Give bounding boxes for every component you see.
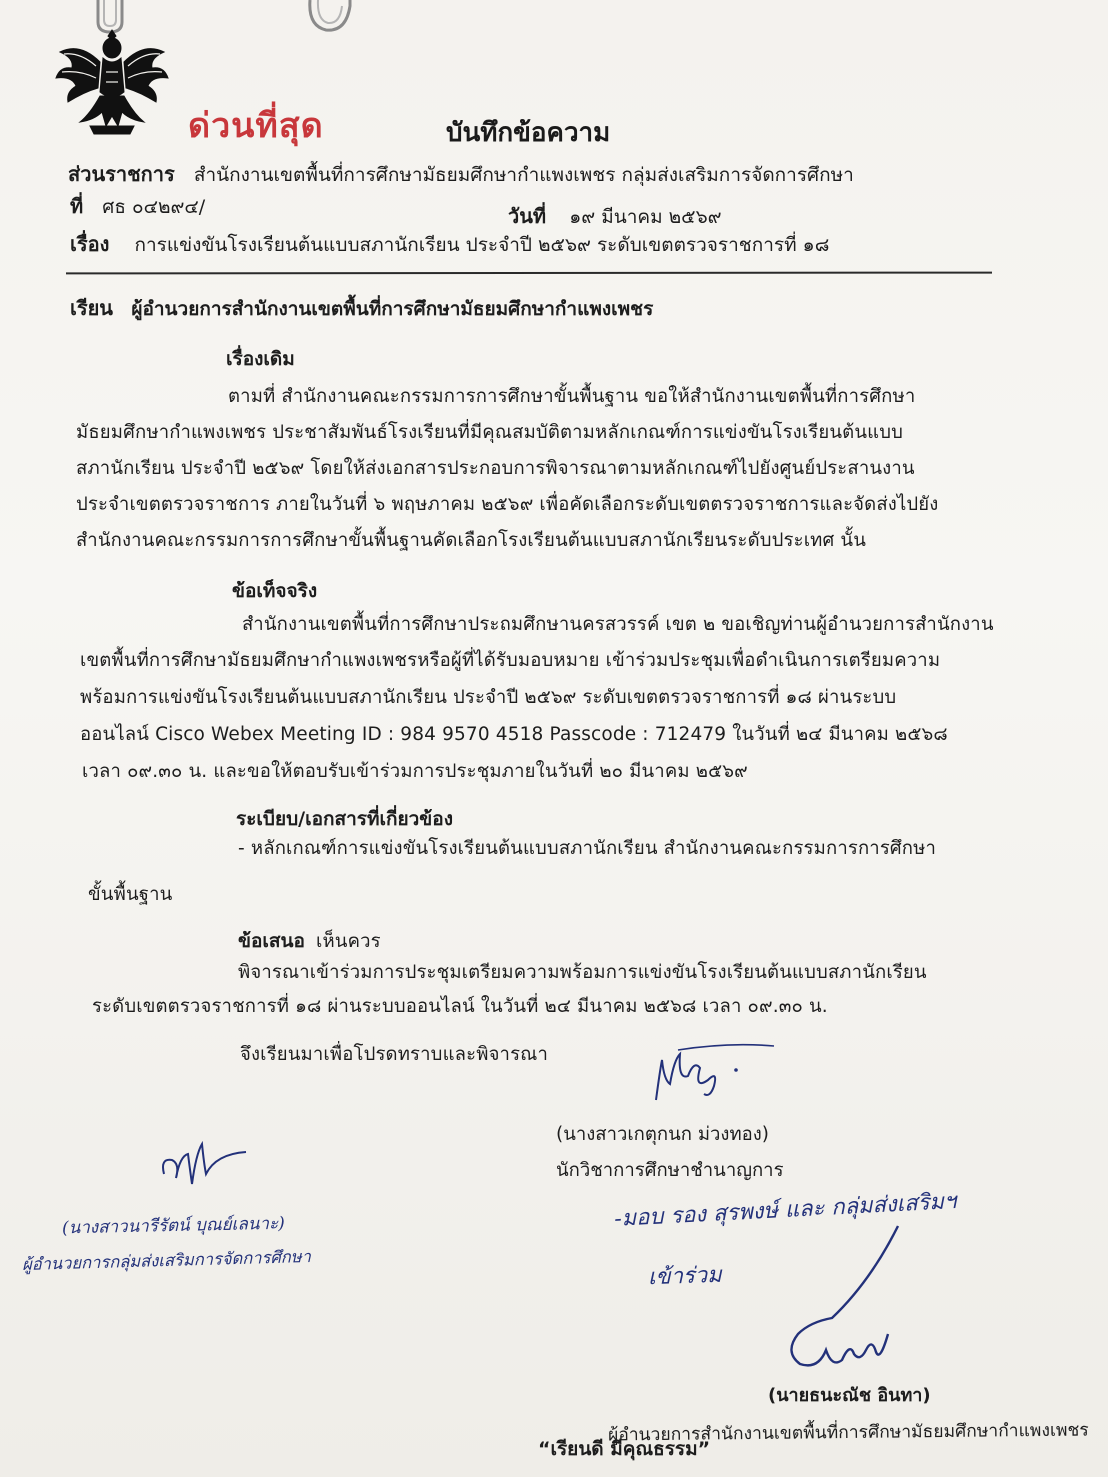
agency-label: ส่วนราชการ — [68, 162, 175, 186]
paragraph-line: เขตพื้นที่การศึกษามัธยมศึกษากำแพงเพชรหรือผู้ที่ได้รับมอบหมาย เข้าร่วมประชุมเพื่อดำเนินการเตรียมความ — [80, 650, 941, 671]
closing-line: จึงเรียนมาเพื่อโปรดทราบและพิจารณา — [240, 1044, 549, 1065]
paragraph-line: ตามที่ สำนักงานคณะกรรมการการศึกษาขั้นพื้นฐาน ขอให้สำนักงานเขตพื้นที่การศึกษา — [228, 386, 916, 407]
paragraph-line: สำนักงานเขตพื้นที่การศึกษาประถมศึกษานครสวรรค์ เขต ๒ ขอเชิญท่านผู้อำนวยการสำนักงาน — [242, 614, 994, 635]
paragraph-line: มัธยมศึกษากำแพงเพชร ประชาสัมพันธ์โรงเรียนที่มีคุณสมบัติตามหลักเกณฑ์การแข่งขันโรงเรียนต้นแบบ — [76, 422, 904, 443]
section-heading-facts: ข้อเท็จจริง — [232, 580, 318, 602]
greeting-label: เรียน — [70, 296, 113, 320]
subject-line — [70, 228, 829, 260]
paper-clip-icon — [304, 0, 356, 34]
officer-signature — [648, 1040, 778, 1104]
reference-line — [70, 190, 205, 222]
subject-value: การแข่งขันโรงเรียนต้นแบบสภานักเรียน ประจำปี ๒๕๖๙ ระดับเขตตรวจราชการที่ ๑๘ — [134, 234, 830, 256]
reference-label: ที่ — [70, 194, 84, 218]
director-handwritten-note: -มอบ รอง สุรพงษ์ และ กลุ่มส่งเสริมฯ — [613, 1189, 957, 1232]
school-motto: “เรียนดี มีคุณธรรม” — [538, 1438, 711, 1460]
paragraph-line: พิจารณาเข้าร่วมการประชุมเตรียมความพร้อมการแข่งขันโรงเรียนต้นแบบสภานักเรียน — [238, 962, 927, 983]
director-position: ผู้อำนวยการสำนักงานเขตพื้นที่การศึกษามัธยมศึกษากำแพงเพชร — [607, 1420, 1089, 1446]
agency-line — [68, 158, 854, 190]
paragraph-line: สำนักงานคณะกรรมการการศึกษาขั้นพื้นฐานคัดเลือกโรงเรียนต้นแบบสภานักเรียนระดับประเทศ นั้น — [76, 530, 867, 551]
proposal-label: ข้อเสนอ — [238, 930, 305, 952]
paragraph-line: ออนไลน์ Cisco Webex Meeting ID : 984 9570 4518 Passcode : 712479 ในวันที่ ๒๔ มีนาคม ๒๕๖๘ — [80, 724, 948, 745]
paragraph-line: พร้อมการแข่งขันโรงเรียนต้นแบบสภานักเรียน ประจำปี ๒๕๖๙ ระดับเขตตรวจราชการที่ ๑๘ ผ่านระบบ — [80, 687, 897, 708]
group-head-name: (นางสาวนารีรัตน์ บุณย์เลนาะ) — [61, 1213, 285, 1239]
paragraph-line: เวลา ๐๙.๓๐ น. และขอให้ตอบรับเข้าร่วมการประชุมภายในวันที่ ๒๐ มีนาคม ๒๕๖๙ — [82, 761, 748, 782]
paragraph-line: ประจำเขตตรวจราชการ ภายในวันที่ ๖ พฤษภาคม ๒๕๖๙ เพื่อคัดเลือกระดับเขตตรวจราชการและจัดส่งไปยัง — [76, 494, 939, 515]
date-label: วันที่ — [508, 204, 547, 228]
greeting-value: ผู้อำนวยการสำนักงานเขตพื้นที่การศึกษามัธยมศึกษากำแพงเพชร — [131, 298, 654, 320]
section-heading-background: เรื่องเดิม — [226, 348, 295, 370]
paragraph-line: ระดับเขตตรวจราชการที่ ๑๘ ผ่านระบบออนไลน์ ในวันที่ ๒๔ มีนาคม ๒๕๖๘ เวลา ๐๙.๓๐ น. — [92, 996, 828, 1017]
agency-value: สำนักงานเขตพื้นที่การศึกษามัธยมศึกษากำแพงเพชร กลุ่มส่งเสริมการจัดการศึกษา — [193, 164, 854, 186]
officer-name: (นางสาวเกตุกนก ม่วงทอง) — [556, 1124, 769, 1145]
paragraph-line: - หลักเกณฑ์การแข่งขันโรงเรียนต้นแบบสภานักเรียน สำนักงานคณะกรรมการการศึกษา — [238, 838, 937, 859]
section-heading-proposal — [238, 926, 381, 956]
director-name: (นายธนะณัช อินทา) — [768, 1385, 931, 1406]
greeting-line — [70, 292, 653, 324]
director-handwritten-note: เข้าร่วม — [647, 1262, 723, 1291]
director-signature — [780, 1222, 920, 1372]
section-heading-regulations: ระเบียบ/เอกสารที่เกี่ยวข้อง — [236, 808, 453, 830]
paragraph-line: ขั้นพื้นฐาน — [88, 884, 173, 905]
subject-label: เรื่อง — [70, 232, 110, 256]
header-divider — [66, 272, 992, 275]
paragraph-line: สภานักเรียน ประจำปี ๒๕๖๙ โดยให้ส่งเอกสารประกอบการพิจารณาตามหลักเกณฑ์ไปยังศูนย์ประสานงาน — [76, 458, 915, 479]
group-head-signature — [150, 1134, 260, 1190]
garuda-emblem-icon — [50, 22, 175, 140]
memo-title: บันทึกข้อความ — [446, 118, 611, 148]
date-value: ๑๙ มีนาคม ๒๕๖๙ — [569, 206, 722, 228]
officer-position: นักวิชาการศึกษาชำนาญการ — [556, 1160, 784, 1181]
group-head-position: ผู้อำนวยการกลุ่มส่งเสริมการจัดการศึกษา — [21, 1246, 312, 1275]
urgency-stamp: ด่วนที่สุด — [188, 106, 324, 146]
proposal-suffix: เห็นควร — [315, 931, 381, 952]
reference-value: ศธ ๐๔๒๙๔/ — [102, 196, 206, 218]
